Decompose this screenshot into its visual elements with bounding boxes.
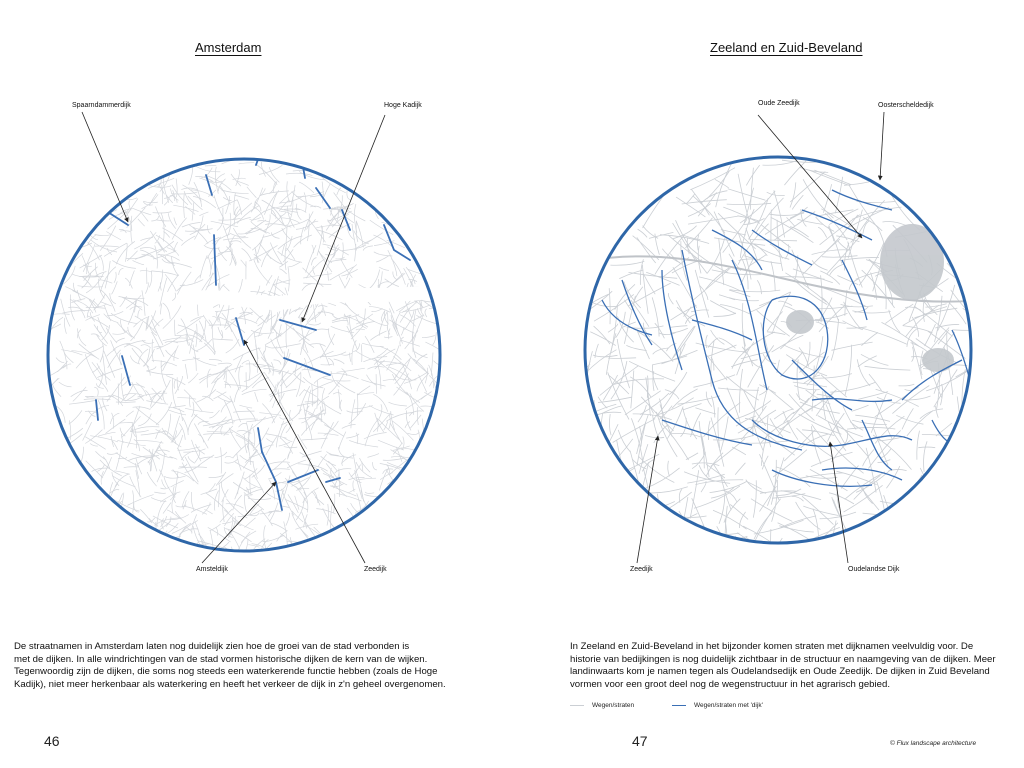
left-body-line: Tegenwoordig zijn de dijken, die soms nog steeds een waterkerende functie hebben (zoals de Hoge bbox=[14, 666, 438, 678]
right-body-line: landinwaarts kom je namen tegen als Oudelandsedijk en Oude Zeedijk. De dijken in Zuid Beveland bbox=[570, 666, 990, 678]
amsterdam-street-network bbox=[37, 148, 449, 565]
label-hoge-kadijk: Hoge Kadijk bbox=[384, 102, 422, 109]
left-body-line: Kadijk), niet meer herkenbaar als waterkering en heeft het verkeer de dijk in z'n geheel overgenomen. bbox=[14, 678, 446, 690]
label-oudelandse-dijk: Oudelandse Dijk bbox=[848, 566, 900, 573]
right-page-title: Zeeland en Zuid-Beveland bbox=[710, 40, 863, 55]
right-page bbox=[512, 0, 1024, 768]
page-number-left: 46 bbox=[44, 733, 60, 749]
right-body-line: vormen voor een groot deel nog de wegenstructuur in het agrarisch gebied. bbox=[570, 678, 890, 690]
left-body-text bbox=[14, 641, 494, 691]
legend-dike-swatch bbox=[672, 705, 686, 706]
amsterdam-map-outline bbox=[48, 159, 440, 551]
zeeland-leader-lines bbox=[637, 112, 884, 563]
label-spaarndammerdijk: Spaarndammerdijk bbox=[72, 102, 131, 109]
legend bbox=[570, 702, 763, 709]
left-page-title: Amsterdam bbox=[195, 40, 262, 55]
page-number-right: 47 bbox=[632, 733, 648, 749]
zeeland-road-network bbox=[573, 160, 1017, 574]
label-zeedijk-amsterdam: Zeedijk bbox=[364, 566, 387, 573]
right-body-line: In Zeeland en Zuid-Beveland in het bijzonder komen straten met dijknamen veelvuldig voor. De bbox=[570, 641, 974, 652]
label-oude-zeedijk: Oude Zeedijk bbox=[758, 100, 800, 107]
left-body-line: met de dijken. In alle windrichtingen van de stad vormen historische dijken de kern van de wijken. bbox=[14, 653, 428, 665]
label-oosterscheldedijk: Oosterscheldedijk bbox=[878, 102, 934, 109]
right-body-line: historie van bedijkingen is nog duidelijk zichtbaar in de structuur en naamgeving van de dijken. Meer bbox=[570, 653, 996, 665]
left-body-line: De straatnamen in Amsterdam laten nog duidelijk zien hoe de groei van de stad verbonden is bbox=[14, 641, 410, 652]
legend-dike-roads-label: Wegen/straten met 'dijk' bbox=[693, 702, 763, 709]
label-zeedijk-zeeland: Zeedijk bbox=[630, 566, 653, 573]
legend-road-swatch bbox=[570, 705, 584, 706]
label-amsteldijk: Amsteldijk bbox=[196, 566, 228, 573]
credit-text: © Flux landscape architecture bbox=[890, 740, 977, 747]
right-body-text bbox=[570, 641, 1020, 691]
legend-roads-label: Wegen/straten bbox=[592, 702, 635, 709]
